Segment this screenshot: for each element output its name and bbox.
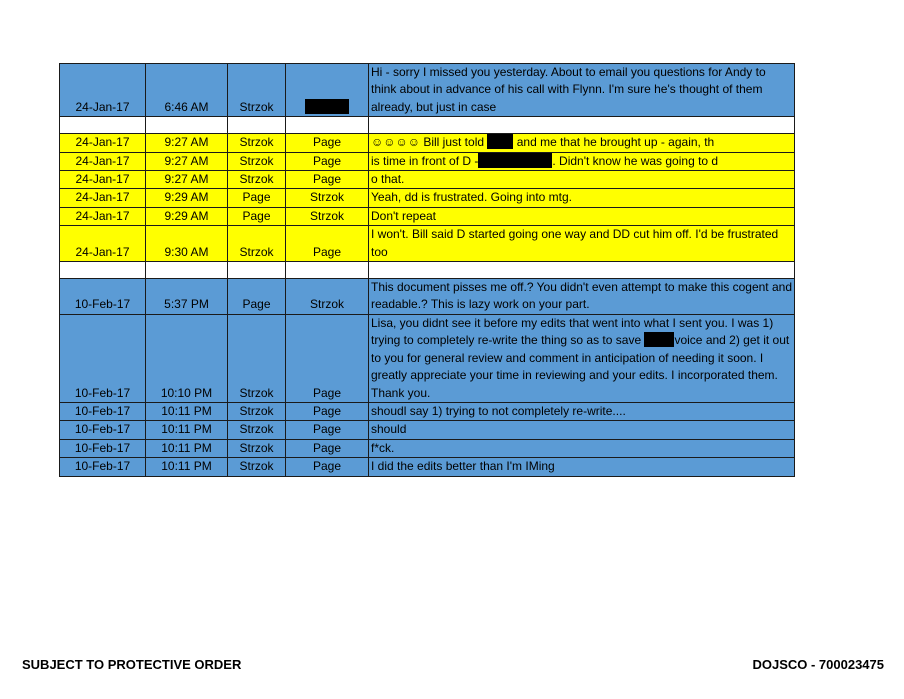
message-cell: I did the edits better than I'm IMing [369,458,795,476]
message-text: is time in front of D - [371,153,479,168]
time-cell: 10:11 PM [146,458,228,476]
recipient-cell: Page [286,314,369,402]
time-cell: 6:46 AM [146,64,228,117]
table-row [60,171,795,189]
sender-cell: Strzok [228,226,286,262]
message-text: Lisa, you didnt see it before my edits that went into what I sent you. I was 1) trying to completely re-write the thing so as to save [371,315,774,348]
time-cell: 5:37 PM [146,279,228,315]
message-text: ☺☺☺☺ Bill just told [371,135,485,150]
time-cell: 10:11 PM [146,402,228,420]
recipient-cell: Page [286,439,369,457]
time-cell: 10:11 PM [146,421,228,439]
recipient-cell: Page [286,171,369,189]
redaction-block [305,99,349,114]
sender-cell: Strzok [228,421,286,439]
table-row [60,458,795,476]
sender-cell: Page [228,279,286,315]
time-cell: 9:29 AM [146,189,228,207]
recipient-cell: Page [286,421,369,439]
recipient-cell: Page [286,152,369,170]
recipient-cell: Page [286,226,369,262]
sender-cell: Strzok [228,134,286,152]
date-cell: 10-Feb-17 [60,439,146,457]
date-cell: 24-Jan-17 [60,64,146,117]
sender-cell: Strzok [228,314,286,402]
date-cell: 10-Feb-17 [60,402,146,420]
date-cell: 24-Jan-17 [60,152,146,170]
protective-order-notice: SUBJECT TO PROTECTIVE ORDER [22,657,242,672]
message-text: . Didn't know he was going to d [552,153,719,168]
time-cell: 10:11 PM [146,439,228,457]
date-cell: 24-Jan-17 [60,134,146,152]
message-cell [369,134,795,152]
table-row [60,152,795,170]
sender-cell: Strzok [228,458,286,476]
date-cell: 24-Jan-17 [60,207,146,225]
sender-cell: Strzok [228,171,286,189]
message-cell: Yeah, dd is frustrated. Going into mtg. [369,189,795,207]
message-cell: o that. [369,171,795,189]
sender-cell: Page [228,189,286,207]
table-row [60,279,795,315]
time-cell: 9:27 AM [146,171,228,189]
message-cell [369,314,795,402]
recipient-cell: Page [286,402,369,420]
sender-cell: Page [228,207,286,225]
table-row [60,189,795,207]
message-cell: Don't repeat [369,207,795,225]
spacer-row [60,117,795,134]
message-cell: Hi - sorry I missed you yesterday. About to email you questions for Andy to think about in advance of his call with Flynn. I'm sure he's thought of them already, but just in case [369,64,795,117]
time-cell: 9:27 AM [146,134,228,152]
date-cell: 24-Jan-17 [60,226,146,262]
table-row [60,64,795,117]
recipient-cell: Strzok [286,189,369,207]
table-row [60,226,795,262]
time-cell: 9:29 AM [146,207,228,225]
message-cell: should [369,421,795,439]
table-row [60,207,795,225]
redaction-block [487,134,513,149]
date-cell: 24-Jan-17 [60,189,146,207]
message-text: voice and 2) get it out to you for general review and comment in anticipation of needing it soon. I greatly appreciate your time in reviewing and your edits. I incorporated them. Thank you. [371,333,790,400]
table-row [60,421,795,439]
message-cell [369,152,795,170]
recipient-cell: Page [286,458,369,476]
recipient-cell: Strzok [286,279,369,315]
sender-cell: Strzok [228,152,286,170]
time-cell: 9:30 AM [146,226,228,262]
recipient-cell: Strzok [286,207,369,225]
table-row [60,402,795,420]
time-cell: 10:10 PM [146,314,228,402]
date-cell: 10-Feb-17 [60,279,146,315]
message-cell: f*ck. [369,439,795,457]
message-cell: shoudl say 1) trying to not completely re-write.... [369,402,795,420]
table-row [60,314,795,402]
table-row [60,439,795,457]
time-cell: 9:27 AM [146,152,228,170]
message-cell: I won't. Bill said D started going one way and DD cut him off. I'd be frustrated too [369,226,795,262]
message-text: and me that he brought up - again, th [516,135,715,150]
sender-cell: Strzok [228,402,286,420]
message-cell: This document pisses me off.? You didn't even attempt to make this cogent and readable.? This is lazy work on your part. [369,279,795,315]
bates-number: DOJSCO - 700023475 [752,657,884,672]
date-cell: 10-Feb-17 [60,314,146,402]
recipient-cell: Page [286,134,369,152]
redaction-block [478,153,552,168]
spacer-row [60,262,795,279]
redaction-block [644,332,674,347]
message-log-table [59,63,795,477]
recipient-cell [286,64,369,117]
sender-cell: Strzok [228,439,286,457]
sender-cell: Strzok [228,64,286,117]
table-row [60,134,795,152]
date-cell: 24-Jan-17 [60,171,146,189]
date-cell: 10-Feb-17 [60,458,146,476]
date-cell: 10-Feb-17 [60,421,146,439]
